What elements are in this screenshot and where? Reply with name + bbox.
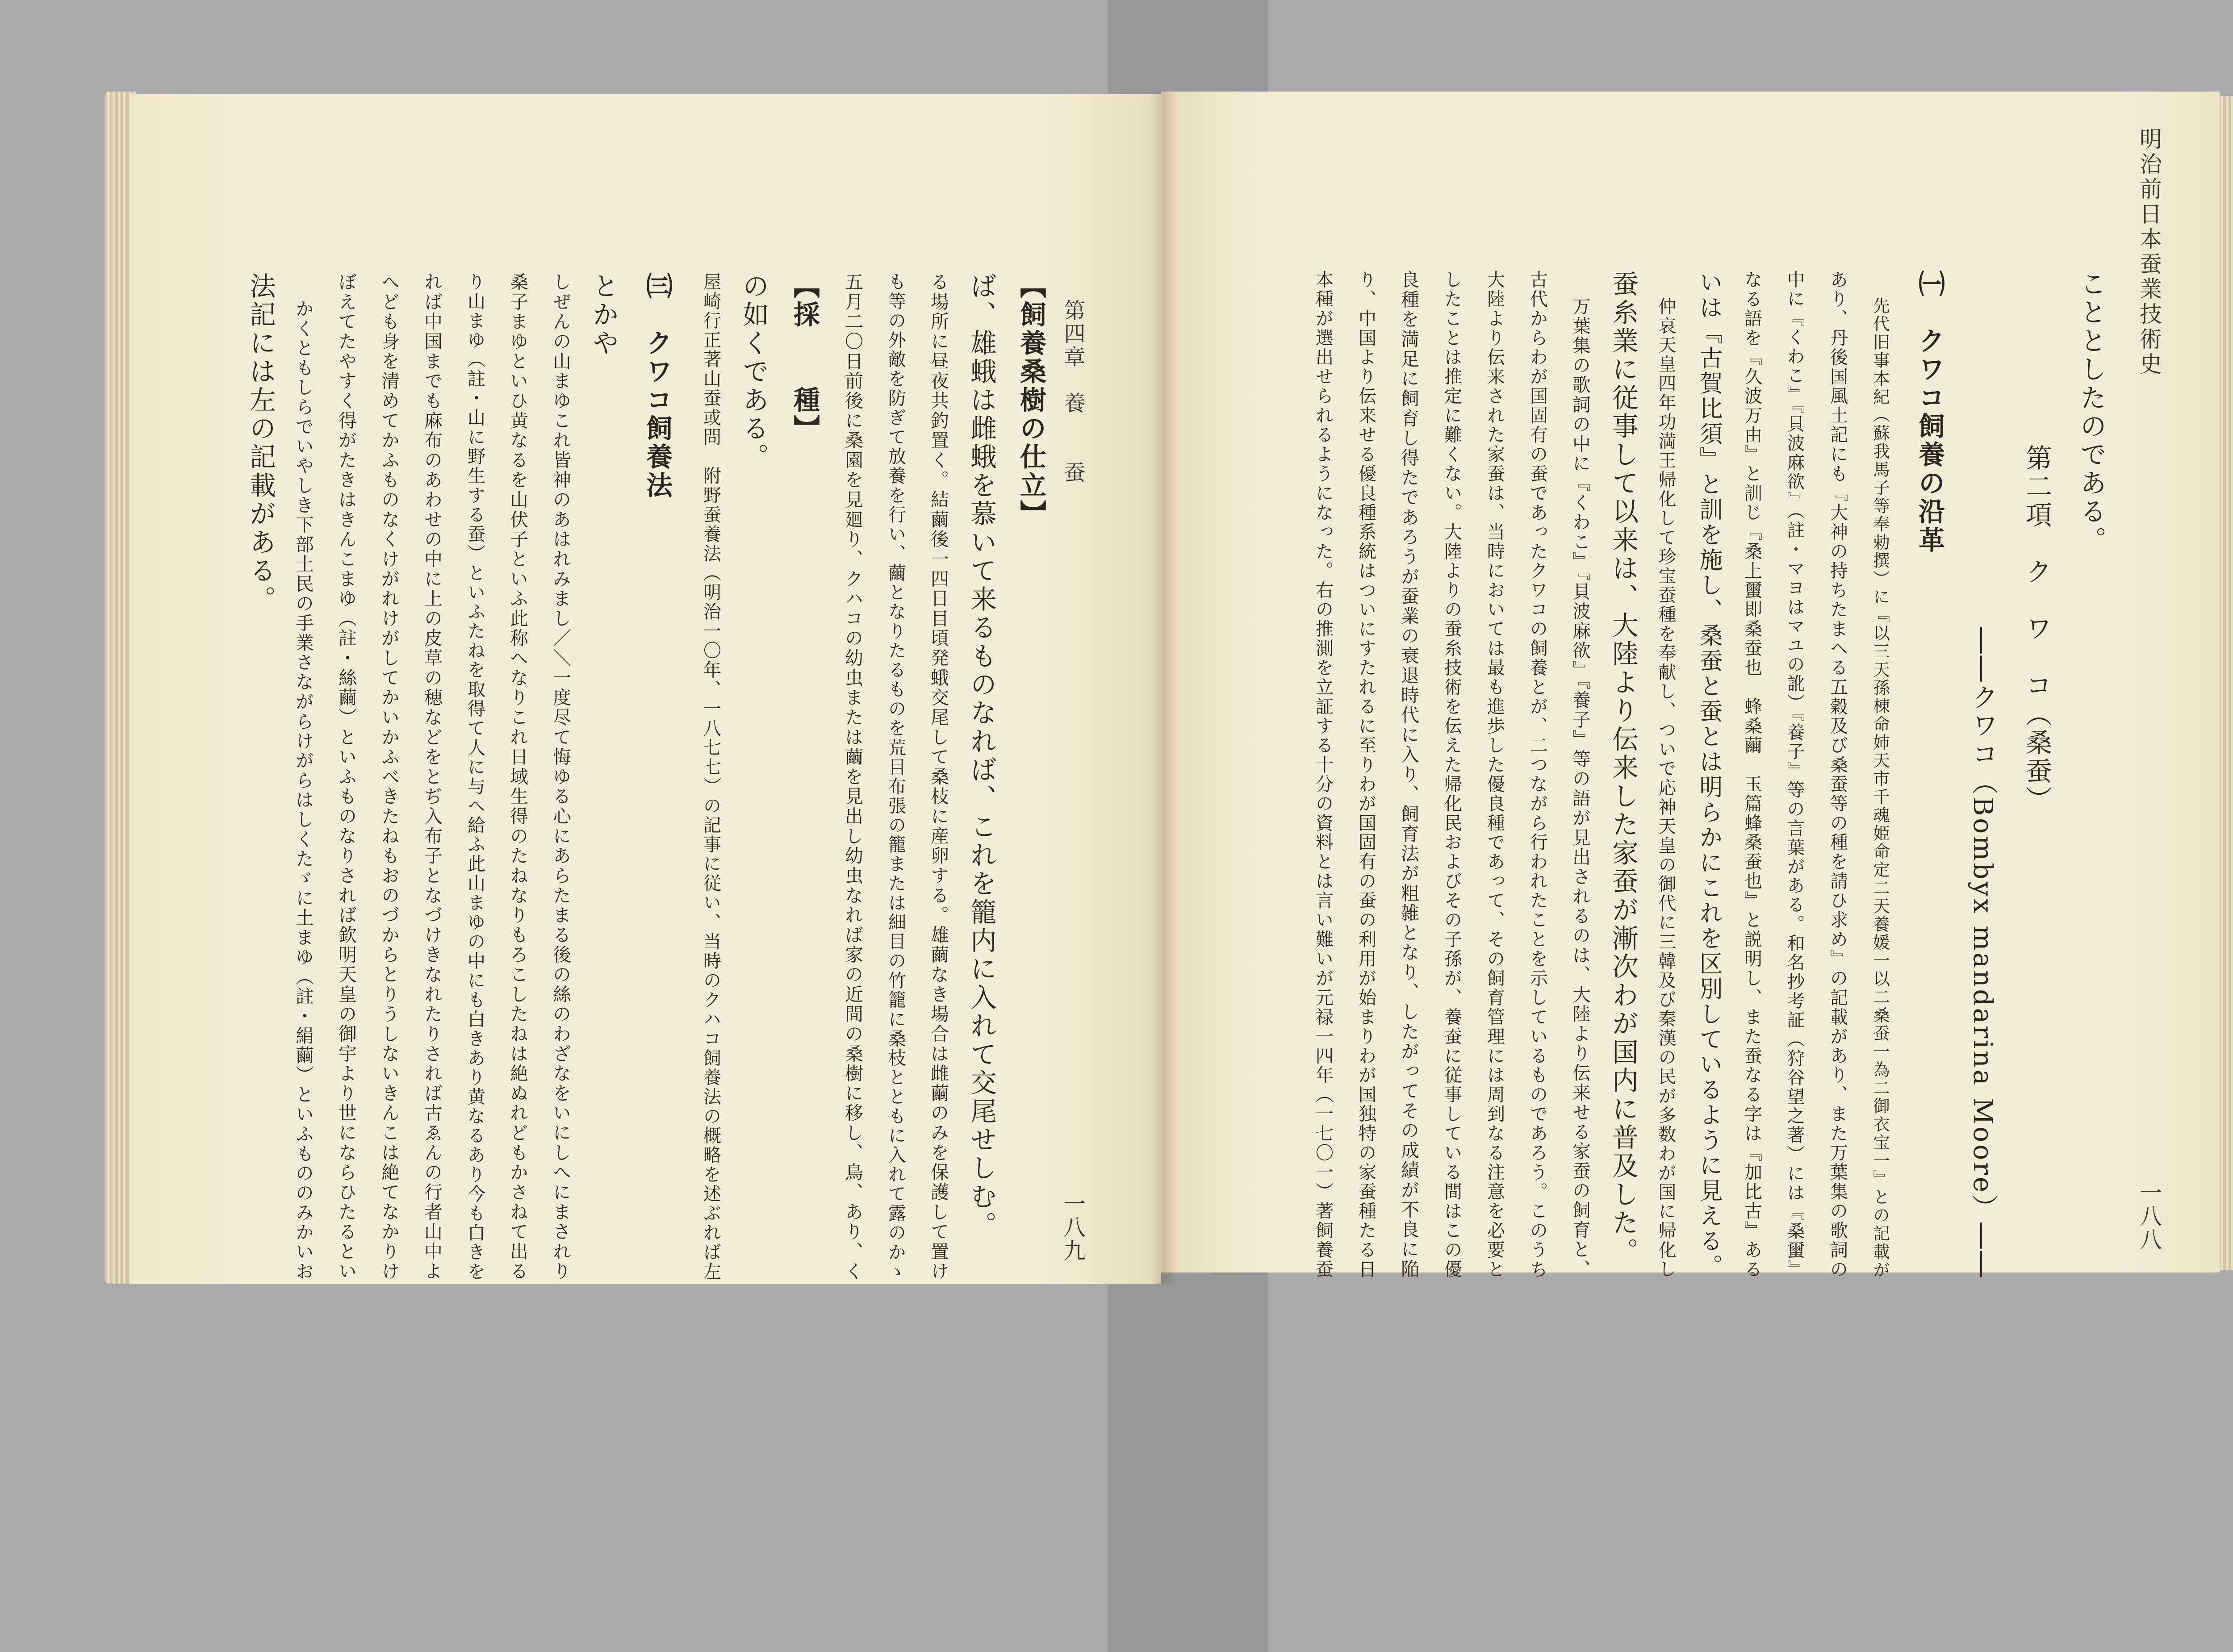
text-line: 五月二〇日前後に桑園を見廻り、クハコの幼虫または繭を見出し幼虫なれば家の近間の桑樹に移し、鳥、あり、く xyxy=(842,272,863,1281)
text-line: ば、雄蛾は雌蛾を慕いて来るものなれば、これを籠内に入れて交尾せしむ。 xyxy=(966,272,997,1240)
text-line: 本種が選出せられるようになった。右の推測を立証する十分の資料とは言い難いが元禄一四年（一七〇一）著飼養蚕 xyxy=(1313,270,1333,1279)
text-line: かくともしらでいやしき下部土民の手業さながらけがらはしくたゞに土まゆ（註・絹繭）といふもののみかいお xyxy=(293,299,314,1281)
section-heading: ㈠ クワコ飼養の沿革 xyxy=(1914,270,1945,555)
text-line: とかや xyxy=(588,272,619,358)
text-line: いは『古賀比須』と訓を施し、桑蚕と蚕とは明らかにこれを区別しているように見える。 xyxy=(1695,270,1723,1279)
text-line: へども身を清めてかふものなくけがれけがしてかいかふべきたねもおのづからとりうしないきんこは絶てなかりけ xyxy=(378,272,400,1281)
text-line: 中に『くわこ』『貝波麻欲』（註・マヨはマユの訛）『養子』等の言葉がある。和名抄考証（狩谷望之著）には『桑蠒』 xyxy=(1784,270,1805,1279)
text-line: ぼえてたやすく得がたきはきんこまゆ（註・絲繭）といふものなりされば欽明天皇の御宇より世にならひたるとい xyxy=(335,272,357,1281)
section-subtitle: ――クワコ（Bombyx mandarina Moore）―― xyxy=(1968,627,1998,1279)
left-page xyxy=(130,94,1161,1284)
subsection-heading: 【採 種】 xyxy=(789,272,820,443)
text-line: 仲哀天皇四年功満王帰化して珍宝蚕種を奉献し、ついで応神天皇の御代に三韓及び秦漢の民が多数わが国に帰化し xyxy=(1656,297,1676,1279)
section-heading: ㈢ クワコ飼養法 xyxy=(642,272,673,500)
page-number: 一八八 xyxy=(2136,1181,2162,1252)
text-line: しぜんの山まゆこれ皆神のあはれみまし／＼一度尽て悔ゆる心にあらたまる後の絲のわざなをいにしへにまされり xyxy=(550,272,571,1281)
text-line: したことは推定に難くない。大陸よりの蚕糸技術を伝えた帰化民およびその子孫が、養蚕に従事している間はこの優 xyxy=(1441,270,1462,1279)
text-line: 良種を満足に飼育し得たであろうが蚕業の衰退時代に入り、飼育法が粗雑となり、したがってその成績が不良に陥 xyxy=(1398,270,1419,1279)
subsection-heading: 【飼養桑樹の仕立】 xyxy=(1016,272,1046,529)
text-line: 屋崎行正著山蚕或問 附野蚕養法（明治一〇年、一八七七）の記事に従い、当時のクハコ飼養法の概略を述ぶれば左 xyxy=(700,272,721,1281)
text-line: あり、丹後国風土記にも『大神の持ちたまへる五穀及び桑蚕等の種を請ひ求め』の記載があり、また万葉集の歌詞の xyxy=(1827,270,1848,1279)
text-line: なる語を『久波万由』と訓じ『桑上蠒即桑蚕也 蜂桑繭 玉篇蜂桑蚕也』と説明し、また蚕なる字は『加比古』ある xyxy=(1741,270,1762,1279)
text-line: こととしたのである。 xyxy=(2076,270,2107,555)
text-line: 古代からわが国固有の蚕であったクワコの飼養とが、二つながら行われたことを示しているものであろう。このうち xyxy=(1527,270,1547,1279)
text-line: 先代旧事本紀（蘇我馬子等奉勅撰）に『以三天孫棟命姉天市千魂姫命定二天養媛一以二桑蚕一為二御衣宝一』との記載が xyxy=(1870,297,1890,1279)
text-line: 法記には左の記載がある。 xyxy=(245,272,276,614)
text-line: 桑子まゆといひ黄なるを山伏子といふ此称へなりこれ日域生得のたねなりもろこしたねは絶ぬれどもかさねて出る xyxy=(507,272,528,1281)
text-line: 万葉集の歌詞の中に『くわこ』『貝波麻欲』『養子』等の語が見出されるのは、大陸より伝来せる家蚕の飼育と、 xyxy=(1569,297,1591,1279)
text-line: の如くである。 xyxy=(738,272,769,472)
chapter-footer: 第四章 養 蚕 xyxy=(1060,299,1085,484)
page-number: 一八九 xyxy=(1060,1192,1086,1263)
text-line: 蚕糸業に従事して以来は、大陸より伝来した家蚕が漸次わが国内に普及した。 xyxy=(1608,270,1639,1266)
text-line: 大陸より伝来された家蚕は、当時においては最も進歩した優良種であって、その飼育管理には周到なる注意を必要と xyxy=(1484,270,1505,1279)
gutter-shadow xyxy=(1150,92,1177,1284)
running-header: 明治前日本蚕業技術史 xyxy=(2136,127,2162,377)
section-title: 第二項 ク ワ コ（桑蚕） xyxy=(2021,444,2052,814)
text-line: れば中国までも麻布のあわせの中に上の皮草の穂などをとぢ入布子となづけきなれたりされば古ゑんの行者山中よ xyxy=(421,272,443,1281)
text-line: る場所に昼夜共釣置く。結繭後一四日目頃発蛾交尾して桑枝に産卵する。雄繭なき場合は雌繭のみを保護して置け xyxy=(928,272,949,1281)
text-line: も等の外敵を防ぎて放養を行い、繭となりたるものを荒目布張の籠または細目の竹籠に桑枝とともに入れて露のかゝ xyxy=(885,272,906,1281)
text-line: り、中国より伝来せる優良種系統はついにすたれるに至りわが国固有の蚕の利用が始まりわが国独特の家蚕種たる日 xyxy=(1355,270,1376,1279)
text-line: り山まゆ（註・山に野生する蚕）といふたねを取得て人に与へ給ふ此山まゆの中にも白きあり黄なるあり今も白きを xyxy=(464,272,485,1281)
right-page xyxy=(1161,92,2220,1279)
